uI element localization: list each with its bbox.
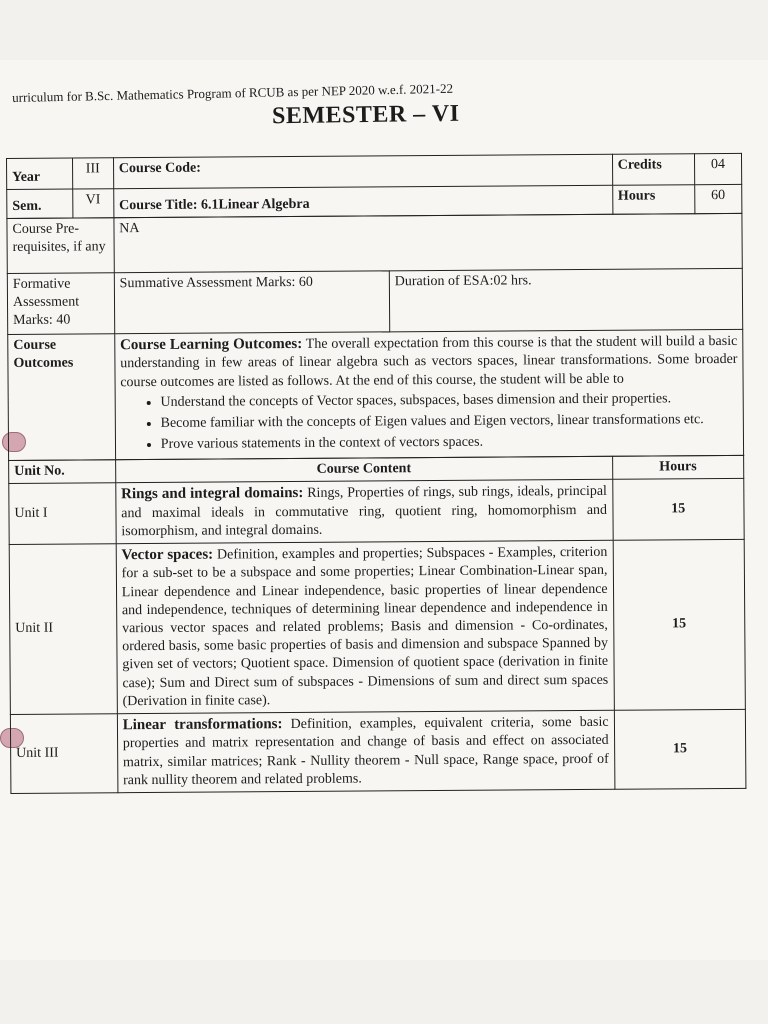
table-row [9,478,744,544]
unit-content [117,710,614,793]
list-item: • Understand the concepts of Vector spaces, subspaces, bases dimension and their properties. [160,390,737,412]
unit-topic-title: Vector spaces: [121,546,214,564]
course-title: Course Title: 6.1Linear Algebra [113,185,612,218]
unit-content [116,479,613,543]
course-info-table [6,153,742,220]
list-item: • Become familiar with the concepts of Eigen values and Eigen vectors, linear transformations etc. [161,411,738,433]
unit-number: Unit III [10,714,117,794]
curriculum-header: urriculum for B.Sc. Mathematics Program of RCUB as per NEP 2020 w.e.f. 2021-22 [12,80,454,105]
credits-label: Credits [612,154,694,186]
credits-value: 04 [694,153,741,185]
course-code-label: Course Code: [113,154,612,189]
list-item: • Prove various statements in the context of vectors spaces. [161,432,738,454]
unit-hours: 15 [614,709,746,789]
unit-content [116,540,614,713]
unit-topic-title: Linear transformations: [122,715,283,734]
semester-title: SEMESTER – VI [271,100,460,130]
unit-topic-text: Definition, examples and properties; Subspaces - Examples, criterion for a sub-set to be a subspace and some properties; Linear Combination-Linear span, Linear dependence and Linear independence, basic properties of linear dependence and independence, techniques of determining linear dependence and independence in various vector spaces and related problems; Basis and dimension - Co-ordinates, ordered basis, some basic properties of basis and dimension and subspace Spanned by given set of vectors; Quotient space. Dimension of quotient space (derivation in finite case); Sum and Direct sum of subspaces - Dimensions of sum and direct sum spaces (Derivation in finite case). [121,544,609,709]
outcomes-list [120,390,738,455]
unit-number: Unit II [9,544,117,715]
unit-hours: 15 [613,539,746,710]
table-row [9,539,745,714]
unit-col-header: Unit No. [9,460,116,484]
summative-assessment: Summative Assessment Marks: 60 [114,271,390,334]
table-row [10,709,746,793]
esa-duration: Duration of ESA:02 hrs. [389,268,743,331]
content-col-header: Course Content [115,456,612,483]
unit-topic-title: Rings and integral domains: [121,484,304,503]
prereq-value: NA [114,213,743,272]
assessment-table [6,213,744,462]
unit-topic-text: Rings, Properties of rings, sub rings, ideals, principal and maximal ideals in commutative ring, quotient ring, homomorphism and isomorphism, and integral domains. [121,483,608,539]
hours-col-header: Hours [612,455,744,479]
year-value: III [72,158,113,189]
year-label: Year [7,158,73,190]
outcomes-intro: The overall expectation from this course is that the student will build a basic understanding in few areas of linear algebra such as vectors spaces, linear transformations. Some broader course outcomes are listed as follows. At the end of this course, the student will be able to [120,333,738,390]
outcomes-cell [114,329,743,460]
hours-value: 60 [694,185,741,215]
unit-number: Unit I [9,483,116,545]
outcomes-heading: Course Learning Outcomes: [120,335,303,354]
course-document [6,153,746,794]
prereq-label: Course Pre-requisites, if any [7,218,114,274]
outcomes-label: Course Outcomes [8,334,116,461]
sem-value: VI [72,189,113,218]
units-table [8,455,746,794]
unit-hours: 15 [612,478,744,540]
hours-label: Hours [612,185,694,215]
sem-label: Sem. [7,189,73,219]
formative-assessment: Formative Assessment Marks: 40 [7,273,114,335]
unit-topic-text: Definition, examples, equivalent criteria, some basic properties and matrix representation and change of basis and effect on associated matrix, similar matrices; Rank - Nullity theorem - Null space, Range space, proof of rank nullity theorem and related problems. [122,714,609,788]
